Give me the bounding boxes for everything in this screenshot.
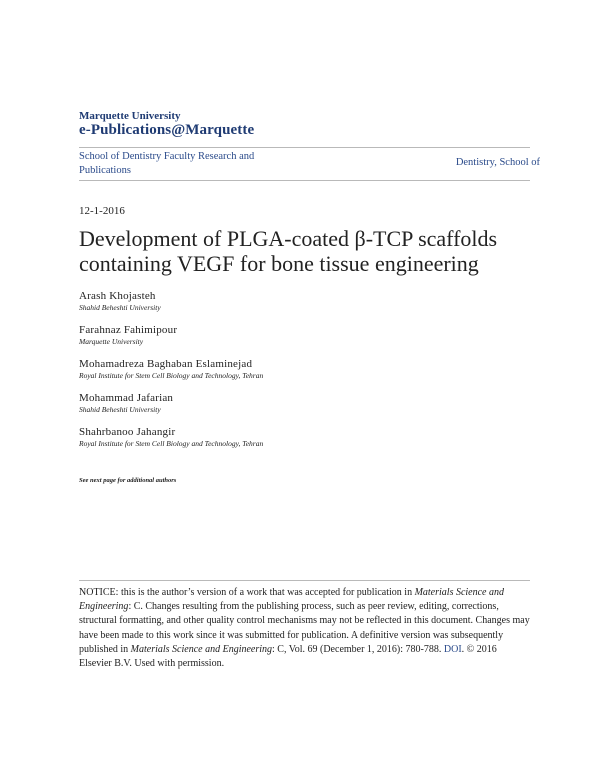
department-link[interactable]: Dentistry, School of <box>455 157 540 168</box>
publication-date: 12-1-2016 <box>79 205 125 217</box>
notice-text: : C, Vol. 69 (December 1, 2016): 780-788. <box>272 643 444 655</box>
author-entry <box>79 290 549 313</box>
author-affiliation: Royal Institute for Stem Cell Biology and Technology, Tehran <box>79 371 264 380</box>
additional-authors-note: See next page for additional authors <box>79 477 177 484</box>
journal-name: Materials Science and Engineering <box>79 587 504 613</box>
notice-text: : C. Changes resulting from the publishing process, such as peer review, editing, corrections, structural formatting, and other quality control mechanisms may not be reflected in this document. Changes may have been made to this work since it was submitted for publication. A definitive version was subsequently published in <box>79 601 530 655</box>
copyright-notice <box>79 586 531 671</box>
author-name: Mohammad Jafarian <box>79 392 174 404</box>
notice-text: NOTICE: this is the author’s version of a work that was accepted for publication in <box>79 587 415 598</box>
author-affiliation: Royal Institute for Stem Cell Biology and Technology, Tehran <box>79 439 264 448</box>
author-affiliation: Marquette University <box>79 337 144 346</box>
author-list <box>79 290 549 460</box>
author-entry <box>79 358 549 381</box>
repository-title[interactable]: e-Publications@Marquette <box>79 122 255 138</box>
university-name[interactable]: Marquette University <box>79 110 181 122</box>
author-entry <box>79 324 549 347</box>
paper-title: Development of PLGA-coated β-TCP scaffolds containing VEGF for bone tissue engineering <box>79 226 498 276</box>
collection-link[interactable]: School of Dentistry Faculty Research and Publications <box>79 151 255 176</box>
divider-notice <box>79 580 530 581</box>
notice-text: . © 2016 Elsevier B.V. Used with permission. <box>79 643 497 670</box>
author-name: Farahnaz Fahimipour <box>79 324 178 336</box>
doi-link[interactable]: DOI <box>443 643 462 655</box>
journal-name: Materials Science and Engineering <box>130 643 273 655</box>
author-name: Mohamadreza Baghaban Eslaminejad <box>79 358 253 370</box>
author-affiliation: Shahid Beheshti University <box>79 405 161 414</box>
author-name: Arash Khojasteh <box>79 290 156 302</box>
author-entry <box>79 392 549 415</box>
author-name: Shahrbanoo Jahangir <box>79 426 176 438</box>
author-entry <box>79 426 549 449</box>
divider-bottom <box>79 180 530 181</box>
divider-top <box>79 147 530 148</box>
author-affiliation: Shahid Beheshti University <box>79 303 161 312</box>
